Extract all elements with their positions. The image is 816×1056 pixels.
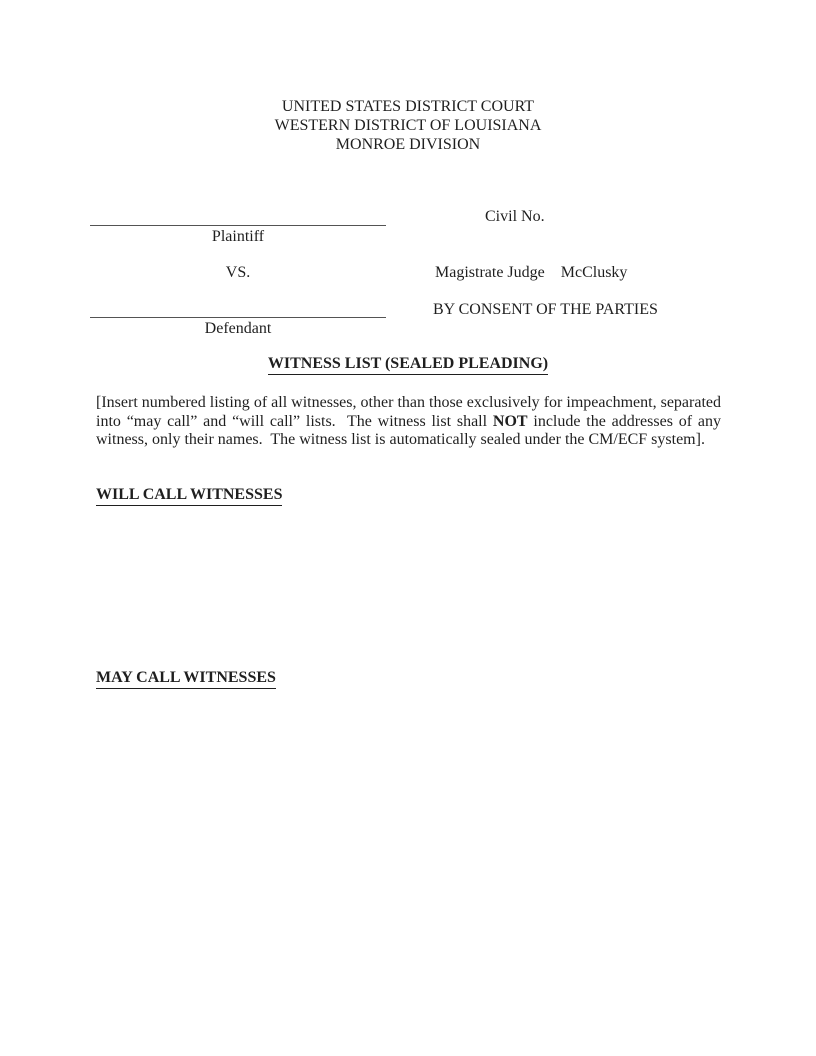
magistrate-judge-name: McClusky — [560, 264, 628, 281]
magistrate-judge-label: Magistrate Judge — [435, 264, 545, 281]
court-header — [0, 98, 816, 154]
defendant-name-field[interactable] — [90, 317, 386, 318]
will-call-section — [96, 486, 282, 506]
district-name: WESTERN DISTRICT OF LOUISIANA — [274, 116, 542, 134]
versus-label: VS. — [225, 264, 251, 281]
division-name: MONROE DIVISION — [335, 135, 481, 153]
magistrate-judge-row — [435, 264, 627, 282]
may-call-section — [96, 669, 276, 689]
plaintiff-name-field[interactable] — [90, 225, 386, 226]
court-name: UNITED STATES DISTRICT COURT — [281, 98, 535, 115]
instructions-text-before: [Insert numbered listing of all witnesses, other than those exclusively for impeachment, separated into “may call” and “will call” lists. The witness list shall — [96, 394, 721, 430]
may-call-heading: MAY CALL WITNESSES — [96, 669, 276, 689]
instructions-text-after: include the addresses of any witness, only their names. The witness list is automatically sealed under the CM/ECF system]. — [96, 412, 721, 449]
plaintiff-label: Plaintiff — [211, 228, 265, 245]
civil-no-label: Civil No. — [485, 208, 545, 225]
instructions-paragraph — [96, 394, 721, 450]
instructions-not-emphasis: NOT — [492, 412, 528, 430]
defendant-label: Defendant — [204, 320, 272, 337]
document-title-row — [0, 355, 816, 375]
will-call-heading: WILL CALL WITNESSES — [96, 486, 282, 506]
consent-statement: BY CONSENT OF THE PARTIES — [433, 301, 658, 318]
document-title: WITNESS LIST (SEALED PLEADING) — [268, 355, 548, 375]
